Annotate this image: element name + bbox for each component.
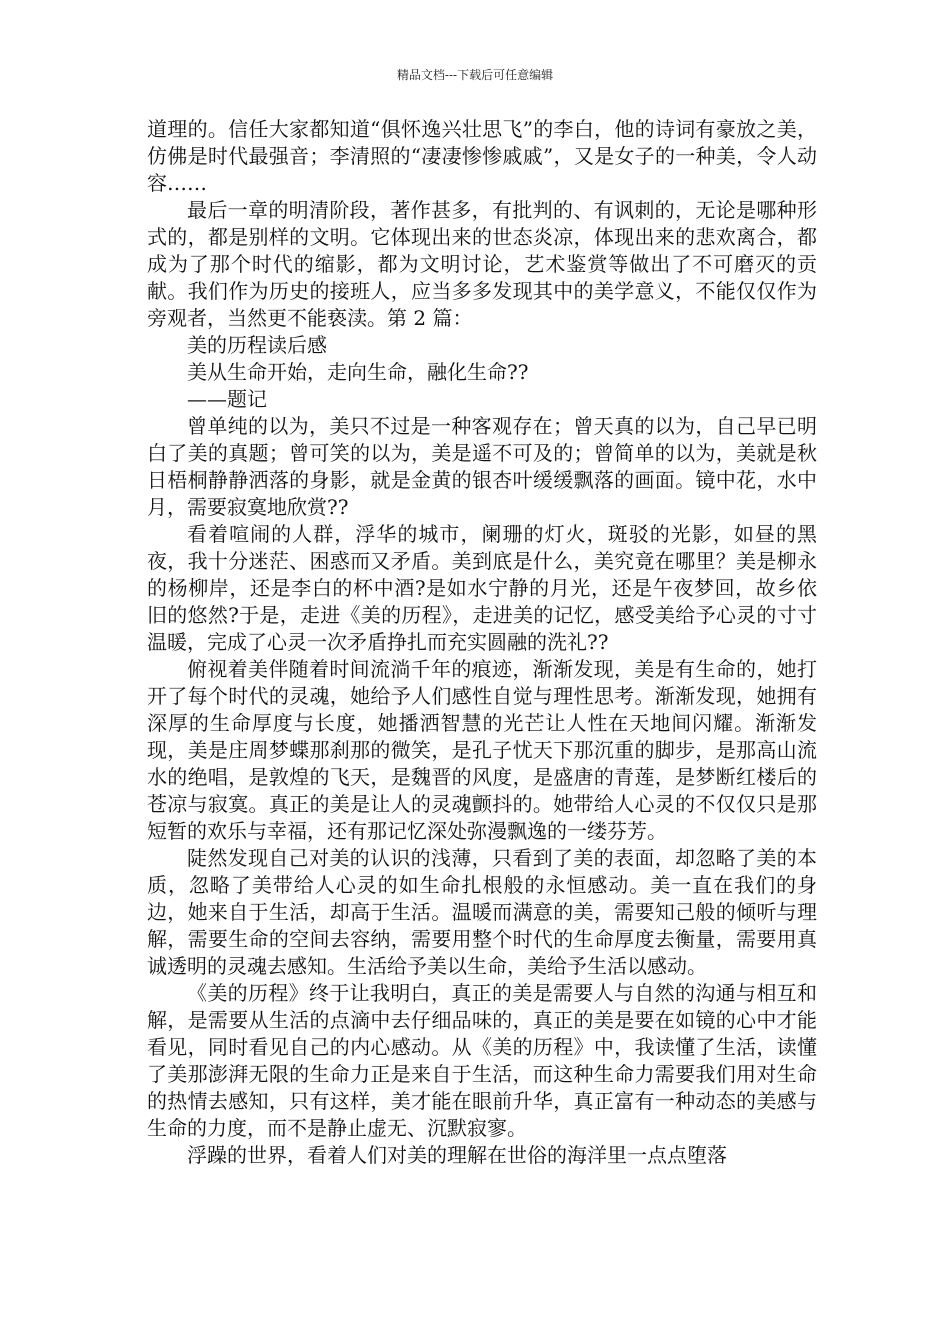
page-header: 精品文档---下载后可任意编辑 bbox=[396, 68, 554, 82]
paragraph-5: 俯视着美伴随着时间流淌千年的痕迹，渐渐发现，美是有生命的，她打开了每个时代的灵魂，她给予人们感性自觉与理性思考。渐渐发现，她拥有深厚的生命厚度与长度，她播洒智慧的光芒让人性在天地间闪耀。渐渐发现，美是庄周梦蝶那刹那的微笑，是孔子忧天下那沉重的脚步，是那高山流水的绝唱，是敦煌的飞天，是魏晋的风度，是盛唐的青莲，是梦断红楼后的苍凉与寂寞。真正的美是让人的灵魂颤抖的。她带给人心灵的不仅仅只是那短暂的欢乐与幸福，还有那记忆深处弥漫飘逸的一缕芬芳。 bbox=[147, 657, 817, 843]
paragraph-1: 道理的。信任大家都知道“俱怀逸兴壮思飞”的李白，他的诗词有豪放之美，仿佛是时代最强音；李清照的“凄凄惨惨戚戚”，又是女子的一种美，令人动容…… bbox=[147, 117, 817, 195]
paragraph-2: 最后一章的明清阶段，著作甚多，有批判的、有讽刺的，无论是哪种形式的，都是别样的文明。它体现出来的世态炎凉，体现出来的悲欢离合，都成为了那个时代的缩影，都为文明讨论，艺术鉴赏等做出了不可磨灭的贡献。我们作为历史的接班人，应当多多发现其中的美学意义，不能仅仅作为旁观者，当然更不能亵渎。第 2 篇： bbox=[147, 198, 817, 330]
epigraph-attribution: ——题记 bbox=[187, 387, 267, 411]
paragraph-7: 《美的历程》终于让我明白，真正的美是需要人与自然的沟通与相互和解，是需要从生活的点滴中去仔细品味的，真正的美是要在如镜的心中才能看见，同时看见自己的内心感动。从《美的历程》中，我读懂了生活，读懂了美那澎湃无限的生命力正是来自于生活，而这种生命力需要我们用对生命的热情去感知，只有这样，美才能在眼前升华，真正富有一种动态的美感与生命的力度，而不是静止虚无、沉默寂寥。 bbox=[147, 981, 817, 1140]
article-title: 美的历程读后感 bbox=[187, 333, 327, 357]
paragraph-8: 浮躁的世界，看着人们对美的理解在世俗的海洋里一点点堕落 bbox=[187, 1143, 727, 1167]
paragraph-4: 看着喧闹的人群，浮华的城市，阑珊的灯火，斑驳的光影，如昼的黑夜，我十分迷茫、困惑而又矛盾。美到底是什么，美究竟在哪里？美是柳永的杨柳岸，还是李白的杯中酒?是如水宁静的月光，还是午夜梦回，故乡依旧的悠然?于是，走进《美的历程》，走进美的记忆，感受美给予心灵的寸寸温暖，完成了心灵一次矛盾挣扎而充实圆融的洗礼?? bbox=[147, 522, 817, 654]
paragraph-3: 曾单纯的以为，美只不过是一种客观存在；曾天真的以为，自己早已明白了美的真题；曾可笑的以为，美是遥不可及的；曾简单的以为，美就是秋日梧桐静静洒落的身影，就是金黄的银杏叶缓缓飘落的画面。镜中花，水中月，需要寂寞地欣赏?? bbox=[147, 414, 817, 519]
epigraph: 美从生命开始，走向生命，融化生命?? bbox=[187, 360, 529, 384]
paragraph-6: 陡然发现自己对美的认识的浅薄，只看到了美的表面，却忽略了美的本质，忽略了美带给人心灵的如生命扎根般的永恒感动。美一直在我们的身边，她来自于生活，却高于生活。温暖而满意的美，需要知己般的倾听与理解，需要生命的空间去容纳，需要用整个时代的生命厚度去衡量，需要用真诚透明的灵魂去感知。生活给予美以生命，美给予生活以感动。 bbox=[147, 846, 817, 978]
body-text bbox=[147, 116, 817, 1169]
